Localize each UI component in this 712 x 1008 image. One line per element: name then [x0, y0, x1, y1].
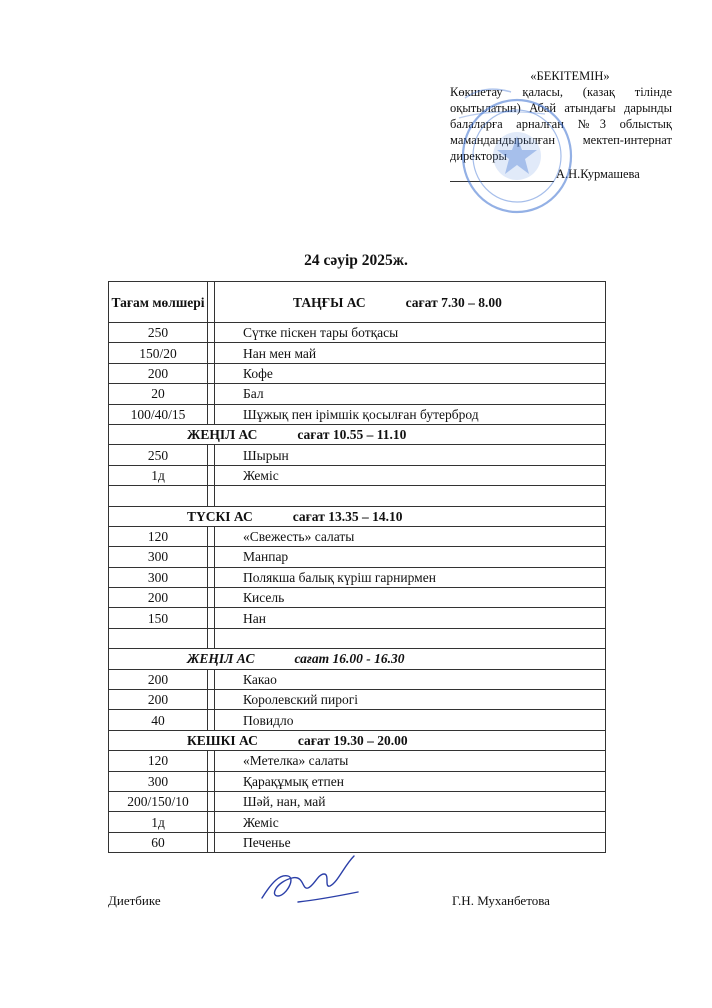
section-title: КЕШКІ АС	[187, 733, 258, 748]
quantity-cell: 300	[109, 567, 208, 587]
section-header-breakfast	[215, 282, 606, 323]
header-quantity: Тағам мөлшері	[109, 282, 208, 323]
dish-cell: Печенье	[215, 832, 606, 852]
quantity-cell: 250	[109, 323, 208, 343]
section-header	[109, 506, 606, 526]
table-row	[109, 363, 606, 383]
dish-cell: Сүтке піскен тары ботқасы	[215, 323, 606, 343]
dish-cell: Нан	[215, 608, 606, 628]
dish-cell	[215, 628, 606, 648]
section-row	[109, 424, 606, 444]
section-title: ТҮСКІ АС	[187, 508, 253, 524]
dish-cell: Шырын	[215, 445, 606, 465]
section-title: ЖЕҢІЛ АС	[187, 651, 255, 667]
table-row	[109, 608, 606, 628]
table-row	[109, 323, 606, 343]
quantity-cell: 120	[109, 526, 208, 546]
section-row	[109, 506, 606, 526]
table-row	[109, 465, 606, 485]
menu-table	[108, 281, 606, 853]
dish-cell: Қарақұмық етпен	[215, 771, 606, 791]
section-title: ЖЕҢІЛ АС	[187, 427, 258, 443]
quantity-cell: 60	[109, 832, 208, 852]
table-row	[109, 690, 606, 710]
approval-block	[450, 68, 672, 182]
dish-cell: Шәй, нан, май	[215, 791, 606, 811]
table-header-row	[109, 282, 606, 323]
table-row	[109, 445, 606, 465]
table-row	[109, 486, 606, 506]
dish-cell: Полякша балық күріш гарнирмен	[215, 567, 606, 587]
handwritten-signature	[258, 852, 364, 908]
quantity-cell: 150	[109, 608, 208, 628]
section-time: сағат 19.30 – 20.00	[297, 733, 408, 748]
quantity-cell: 200	[109, 690, 208, 710]
dish-cell: Королевский пирогі	[215, 690, 606, 710]
quantity-cell	[109, 628, 208, 648]
dish-cell: Шұжық пен ірімшік қосылған бутерброд	[215, 404, 606, 424]
quantity-cell: 120	[109, 751, 208, 771]
dish-cell: Жеміс	[215, 812, 606, 832]
section-time: сағат 13.35 – 14.10	[292, 508, 403, 524]
approval-signature-line	[450, 166, 672, 182]
quantity-cell: 200	[109, 669, 208, 689]
quantity-cell: 100/40/15	[109, 404, 208, 424]
dish-cell: Кофе	[215, 363, 606, 383]
dish-cell: Какао	[215, 669, 606, 689]
menu-date: 24 сәуір 2025ж.	[304, 252, 408, 269]
quantity-cell: 300	[109, 547, 208, 567]
table-row	[109, 343, 606, 363]
quantity-cell: 150/20	[109, 343, 208, 363]
quantity-cell: 1д	[109, 465, 208, 485]
table-row	[109, 588, 606, 608]
table-row	[109, 812, 606, 832]
table-row	[109, 791, 606, 811]
table-row	[109, 526, 606, 546]
section-header	[109, 424, 606, 444]
quantity-cell: 20	[109, 384, 208, 404]
quantity-cell: 40	[109, 710, 208, 730]
section-time: сағат 10.55 – 11.10	[297, 427, 407, 443]
table-row	[109, 669, 606, 689]
quantity-cell: 250	[109, 445, 208, 465]
section-header	[109, 649, 606, 669]
quantity-cell: 200	[109, 363, 208, 383]
quantity-cell: 200/150/10	[109, 791, 208, 811]
table-row	[109, 710, 606, 730]
section-title: ТАҢҒЫ АС	[293, 294, 366, 310]
table-row	[109, 771, 606, 791]
dish-cell: Манпар	[215, 547, 606, 567]
dish-cell: Жеміс	[215, 465, 606, 485]
quantity-cell	[109, 486, 208, 506]
table-row	[109, 404, 606, 424]
section-row	[109, 730, 606, 750]
approval-signer: А.Н.Курмашева	[556, 167, 640, 181]
dish-cell: Повидло	[215, 710, 606, 730]
dish-cell: Бал	[215, 384, 606, 404]
dish-cell: Кисель	[215, 588, 606, 608]
section-time: сағат 16.00 - 16.30	[294, 651, 405, 667]
table-row	[109, 384, 606, 404]
table-row	[109, 751, 606, 771]
table-row	[109, 567, 606, 587]
quantity-cell: 200	[109, 588, 208, 608]
section-time: сағат 7.30 – 8.00	[405, 294, 502, 310]
dish-cell: «Метелка» салаты	[215, 751, 606, 771]
quantity-cell: 300	[109, 771, 208, 791]
section-row	[109, 649, 606, 669]
dish-cell	[215, 486, 606, 506]
dish-cell: Нан мен май	[215, 343, 606, 363]
signature-underline	[450, 168, 554, 182]
table-row	[109, 628, 606, 648]
approval-text: Көкшетау қаласы, (казақ тілінде оқытылатын) Абай атындағы дарынды балаларға арналған №3 облыстық мамандандырылған мектеп-интернат директоры	[450, 85, 672, 163]
section-header	[109, 730, 606, 750]
dietitian-label: Диетбике	[108, 893, 161, 908]
dish-cell: «Свежесть» салаты	[215, 526, 606, 546]
approval-heading: «БЕКІТЕМІН»	[530, 69, 610, 83]
dietitian-name: Г.Н. Муханбетова	[452, 893, 550, 908]
quantity-cell: 1д	[109, 812, 208, 832]
table-row	[109, 832, 606, 852]
table-row	[109, 547, 606, 567]
